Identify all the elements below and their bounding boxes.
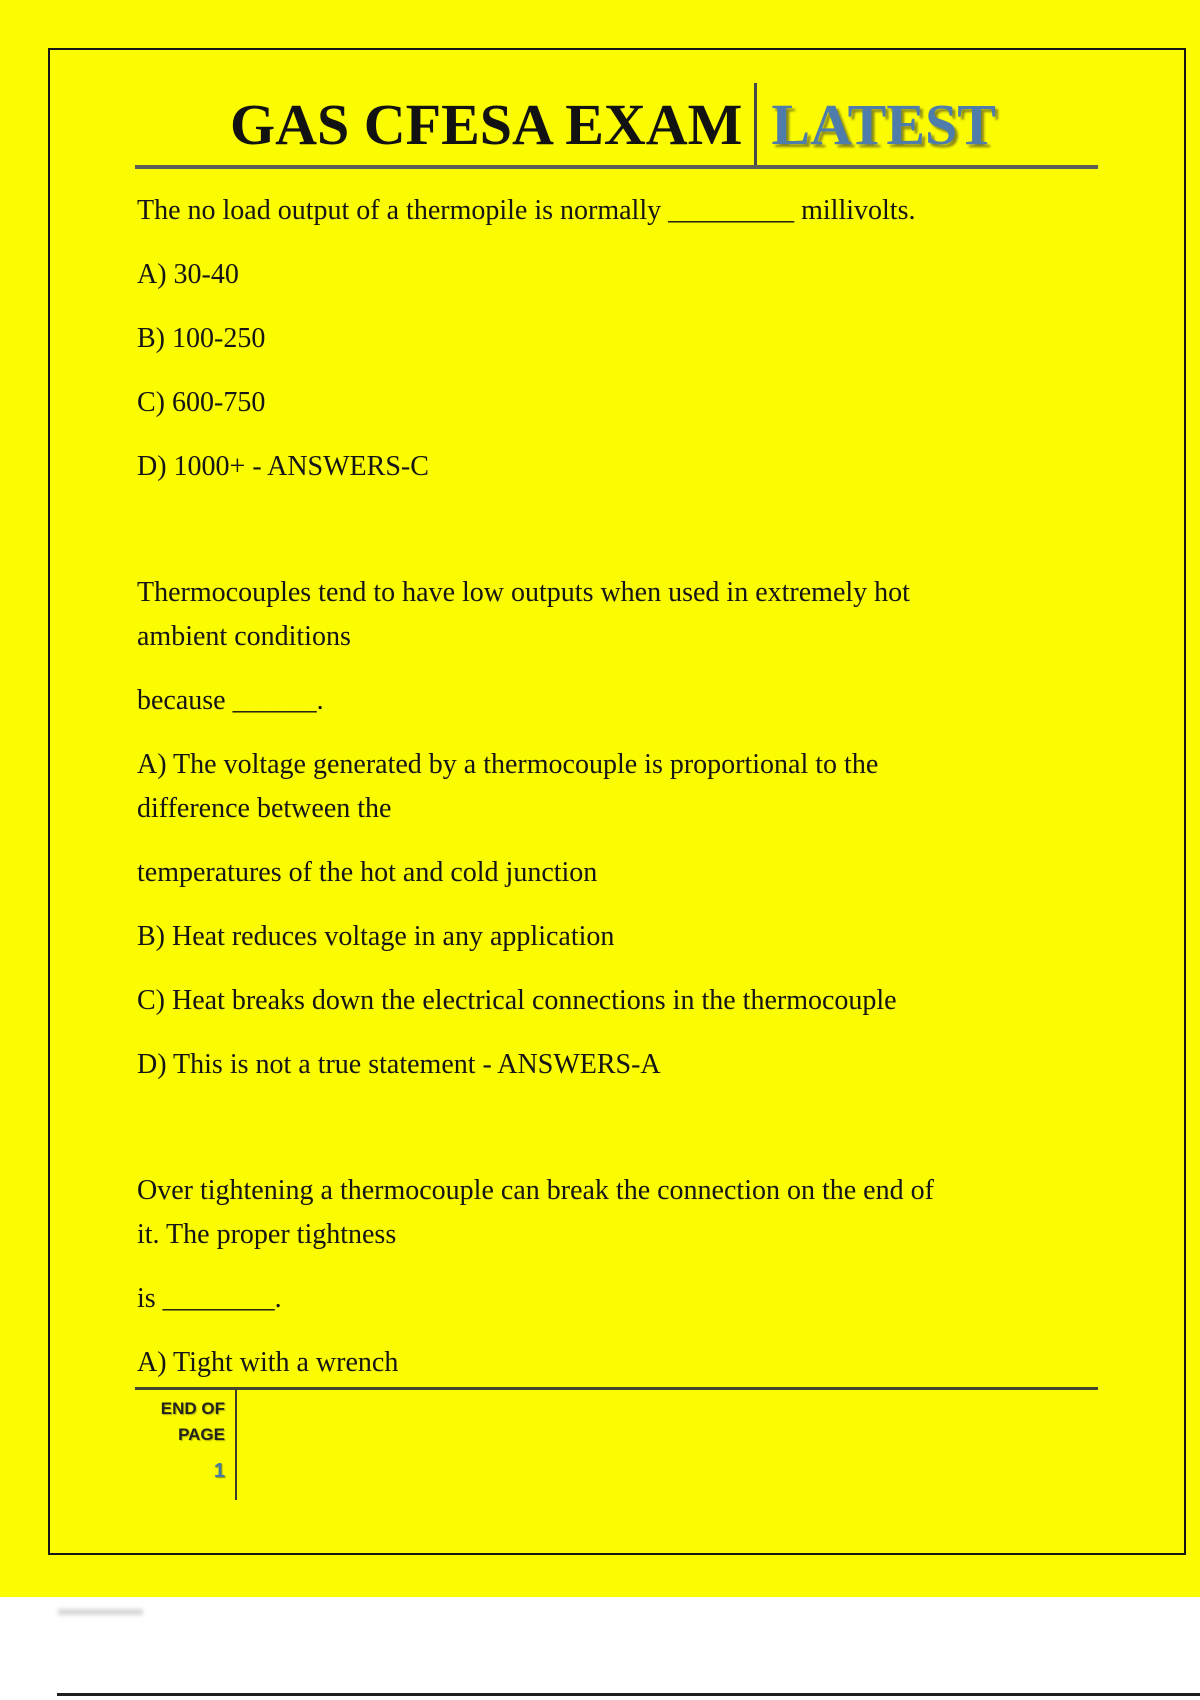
- paragraph: [137, 679, 1124, 723]
- page-number: 1: [213, 1460, 225, 1482]
- paragraph: [137, 915, 1124, 959]
- question-area: [137, 189, 1124, 1385]
- paragraph: [137, 851, 1124, 895]
- paragraph: [137, 253, 1124, 297]
- paragraph: [137, 381, 1124, 425]
- end-of-page-marker: [50, 1390, 237, 1500]
- end-of-label: END OF: [160, 1399, 225, 1418]
- text-line: is ________.: [137, 1283, 282, 1314]
- text-line: B) Heat reduces voltage in any application: [137, 921, 615, 952]
- text-line: it. The proper tightness: [137, 1219, 397, 1250]
- latest-badge: LATEST: [771, 91, 996, 157]
- title-bar: [230, 83, 1184, 165]
- scan-smudge: [58, 1609, 143, 1615]
- footer-rule: [135, 1387, 1098, 1390]
- page-title: GAS CFESA EXAM: [230, 91, 743, 157]
- text-line: B) 100-250: [137, 323, 266, 354]
- text-line: The no load output of a thermopile is normally _________ millivolts.: [137, 195, 916, 226]
- text-line: Over tightening a thermocouple can break the connection on the end of: [137, 1175, 934, 1206]
- text-line: C) 600-750: [137, 387, 266, 418]
- text-line: A) The voltage generated by a thermocouple is proportional to the: [137, 749, 879, 780]
- paragraph: [137, 743, 1124, 831]
- paragraph: [137, 1043, 1124, 1087]
- text-line: because ______.: [137, 685, 324, 716]
- text-line: temperatures of the hot and cold junction: [137, 857, 598, 888]
- text-line: D) 1000+ - ANSWERS-C: [137, 451, 429, 482]
- paragraph: [137, 1169, 1124, 1257]
- text-line: C) Heat breaks down the electrical connections in the thermocouple: [137, 985, 897, 1016]
- page-frame: [48, 48, 1186, 1555]
- text-line: A) Tight with a wrench: [137, 1347, 399, 1378]
- bottom-separator-line: [57, 1693, 1200, 1696]
- paragraph: [137, 1277, 1124, 1321]
- paragraph: [137, 317, 1124, 361]
- paragraph: [137, 571, 1124, 659]
- header-rule: [135, 165, 1098, 169]
- text-line: D) This is not a true statement - ANSWERS-A: [137, 1049, 661, 1080]
- text-line: ambient conditions: [137, 621, 351, 652]
- text-line: Thermocouples tend to have low outputs when used in extremely hot: [137, 577, 910, 608]
- text-line: difference between the: [137, 793, 392, 824]
- paragraph: [137, 189, 1124, 233]
- paragraph: [137, 1341, 1124, 1385]
- paragraph: [137, 979, 1124, 1023]
- page-label: PAGE: [178, 1425, 225, 1444]
- paragraph: [137, 445, 1124, 489]
- text-line: A) 30-40: [137, 259, 239, 290]
